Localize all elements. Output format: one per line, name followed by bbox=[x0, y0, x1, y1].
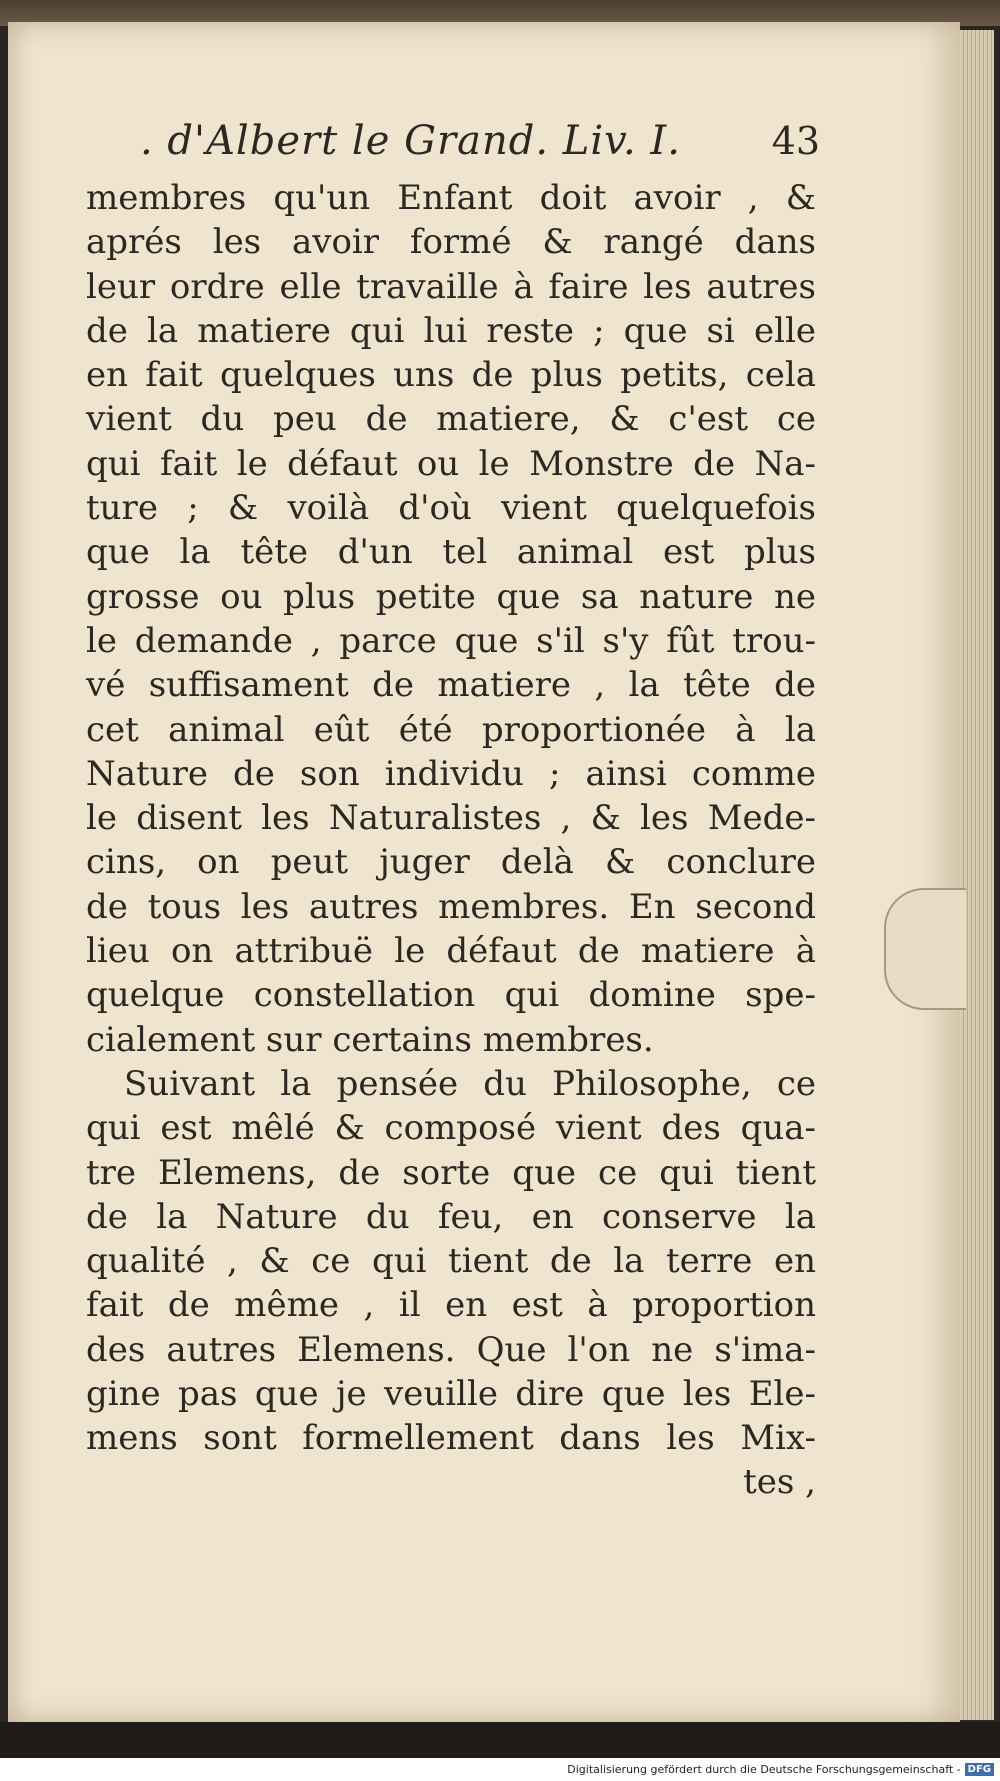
text-line: gine pas que je veuille dire que les Ele- bbox=[86, 1374, 816, 1415]
text-line: cialement sur certains membres. bbox=[86, 1019, 654, 1060]
credit-text: Digitalisierung gefördert durch die Deutsche Forschungsgemeinschaft - bbox=[567, 1763, 961, 1776]
text-line: de la Nature du feu, en conserve la bbox=[86, 1196, 816, 1237]
dfg-logo: DFG bbox=[965, 1763, 994, 1776]
text-line: qui est mêlé & composé vient des qua- bbox=[86, 1108, 816, 1149]
digitization-credit bbox=[0, 1758, 1000, 1781]
text-line: vé suffisament de matiere , la tête de bbox=[86, 665, 816, 706]
text-line: cins, on peut juger delà & conclure bbox=[86, 842, 816, 883]
text-line: de tous les autres membres. En second bbox=[86, 886, 816, 927]
text-line: ture ; & voilà d'où vient quelquefois bbox=[86, 488, 816, 529]
text-line: tre Elemens, de sorte que ce qui tient bbox=[86, 1152, 816, 1193]
text-line: Nature de son individu ; ainsi comme bbox=[86, 753, 816, 794]
text-line: leur ordre elle travaille à faire les autres bbox=[86, 266, 816, 307]
text-line: membres qu'un Enfant doit avoir , & bbox=[86, 178, 816, 218]
page-number: 43 bbox=[771, 119, 820, 163]
text-line: vient du peu de matiere, & c'est ce bbox=[86, 399, 816, 440]
text-line: lieu on attribuë le défaut de matiere à bbox=[86, 931, 816, 972]
text-line: qualité , & ce qui tient de la terre en bbox=[86, 1241, 816, 1282]
text-line: le demande , parce que s'il s'y fût trou- bbox=[86, 620, 816, 661]
text-line: cet animal eût été proportionée à la bbox=[86, 709, 816, 750]
text-line: quelque constellation qui domine spe- bbox=[86, 975, 816, 1016]
book-bottom-edge bbox=[0, 1722, 1000, 1758]
bookmark-tab bbox=[884, 888, 966, 1010]
text-line: mens sont formellement dans les Mix- bbox=[86, 1418, 816, 1459]
text-line: aprés les avoir formé & rangé dans bbox=[86, 222, 816, 263]
text-line: que la tête d'un tel animal est plus bbox=[86, 532, 816, 573]
catchword: tes , bbox=[743, 1462, 816, 1502]
body-text bbox=[86, 176, 816, 1461]
text-line: fait de même , il en est à proportion bbox=[86, 1285, 816, 1326]
text-line: grosse ou plus petite que sa nature ne bbox=[86, 576, 816, 617]
paragraph bbox=[86, 176, 816, 1062]
text-line: en fait quelques uns de plus petits, cela bbox=[86, 355, 816, 396]
text-line: qui fait le défaut ou le Monstre de Na- bbox=[86, 443, 816, 484]
text-line: le disent les Naturalistes , & les Mede- bbox=[86, 798, 816, 839]
text-line: Suivant la pensée du Philosophe, ce bbox=[124, 1063, 816, 1104]
running-title: . d'Albert le Grand. Liv. I. bbox=[140, 118, 681, 164]
text-line: de la matiere qui lui reste ; que si elle bbox=[86, 310, 816, 351]
paragraph bbox=[86, 1062, 816, 1461]
running-head bbox=[140, 118, 820, 164]
text-line: des autres Elemens. Que l'on ne s'ima- bbox=[86, 1329, 816, 1370]
